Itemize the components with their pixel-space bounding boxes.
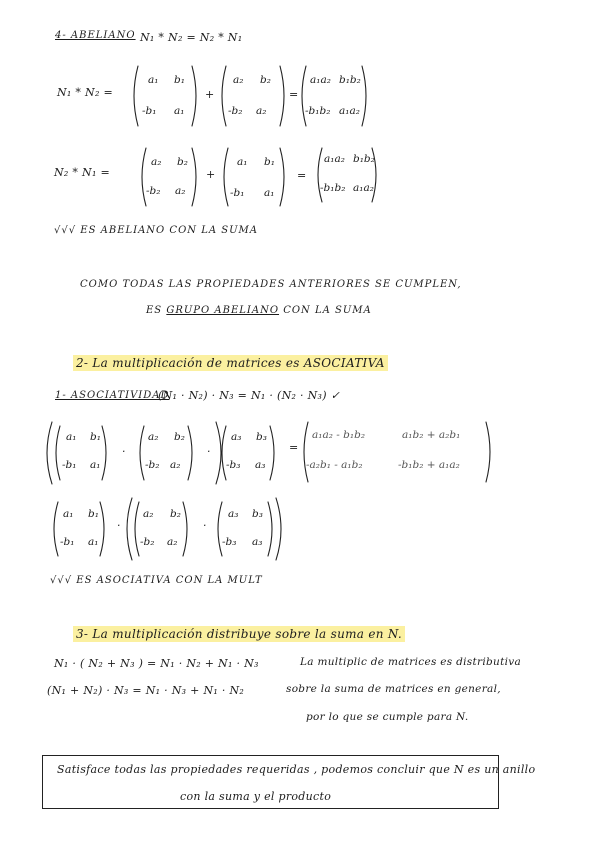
prod-cell: -a₂b₁ - a₁b₂ <box>306 459 363 471</box>
section2-heading-text: 2- La multiplicación de matrices es ASOCIATIVA <box>73 355 388 371</box>
a-cell: a₁ <box>63 508 74 520</box>
res2-cell: a₁a₂ <box>353 182 374 194</box>
a-cell: a₁ <box>88 536 99 548</box>
m4-cell: a₁ <box>237 156 248 168</box>
m4-cell: b₁ <box>264 156 275 168</box>
prod-cell: -b₁b₂ + a₁a₂ <box>398 459 460 471</box>
m2-cell: b₂ <box>260 74 271 86</box>
c-cell: a₃ <box>231 431 242 443</box>
m3-cell: a₂ <box>151 156 162 168</box>
section4-conclusion: √√√ ES ABELIANO CON LA SUMA <box>54 225 258 236</box>
section3-heading <box>73 627 405 641</box>
dot-sign: · <box>203 519 207 532</box>
distributive-note3: por lo que se cumple para N. <box>306 711 469 723</box>
section4-statement: N₁ * N₂ = N₂ * N₁ <box>140 31 243 44</box>
distributive-eq2: (N₁ + N₂) · N₃ = N₁ · N₃ + N₁ · N₂ <box>47 684 245 697</box>
b-cell: b₂ <box>170 508 181 520</box>
lhs-n2-n1: N₂ * N₁ = <box>54 166 110 179</box>
plus-sign: + <box>206 168 216 181</box>
b-cell: a₂ <box>148 431 159 443</box>
dot-sign: · <box>207 445 211 458</box>
a-cell: -b₁ <box>62 459 77 471</box>
b-cell: -b₂ <box>140 536 155 548</box>
dot-sign: · <box>122 445 126 458</box>
associativity-subheading: 1- ASOCIATIVIDAD <box>55 390 170 401</box>
b-cell: -b₂ <box>145 459 160 471</box>
distributive-note2: sobre la suma de matrices en general, <box>286 683 501 695</box>
res1-cell: a₁a₂ <box>310 74 331 86</box>
a-cell: -b₁ <box>60 536 75 548</box>
c-cell: a₃ <box>255 459 266 471</box>
equals-sign: = <box>289 88 299 101</box>
summary-prefix: ES <box>146 305 167 316</box>
equals-sign: = <box>289 441 299 454</box>
distributive-note1: La multiplic de matrices es distributiva <box>300 656 522 668</box>
section4-heading: 4- ABELIANO <box>55 30 136 41</box>
m1-cell: -b₁ <box>142 105 157 117</box>
a-cell: b₁ <box>90 431 101 443</box>
res2-cell: b₁b₂ <box>353 153 375 165</box>
c-cell: a₃ <box>252 536 263 548</box>
m3-cell: b₂ <box>177 156 188 168</box>
c-cell: b₃ <box>256 431 267 443</box>
distributive-eq1: N₁ · ( N₂ + N₃ ) = N₁ · N₂ + N₁ · N₃ <box>54 657 259 670</box>
m2-cell: a₂ <box>233 74 244 86</box>
res2-cell: -b₁b₂ <box>320 182 346 194</box>
m3-cell: -b₂ <box>146 185 161 197</box>
summary-line2 <box>146 305 372 316</box>
m2-cell: -b₂ <box>228 105 243 117</box>
a-cell: a₁ <box>90 459 101 471</box>
c-cell: a₃ <box>228 508 239 520</box>
final-line2: con la suma y el producto <box>180 790 332 803</box>
m3-cell: a₂ <box>175 185 186 197</box>
c-cell: -b₃ <box>222 536 237 548</box>
res1-cell: a₁a₂ <box>339 105 360 117</box>
prod-cell: a₁b₂ + a₂b₁ <box>402 429 461 441</box>
a-cell: b₁ <box>88 508 99 520</box>
summary-line1: COMO TODAS LAS PROPIEDADES ANTERIORES SE CUMPLEN, <box>80 279 462 290</box>
b-cell: b₂ <box>174 431 185 443</box>
b-cell: a₂ <box>170 459 181 471</box>
b-cell: a₂ <box>143 508 154 520</box>
equals-sign: = <box>297 169 307 182</box>
a-cell: a₁ <box>66 431 77 443</box>
lhs-n1-n2: N₁ * N₂ = <box>57 86 113 99</box>
grupo-abeliano: GRUPO ABELIANO <box>166 305 280 316</box>
m1-cell: a₁ <box>174 105 185 117</box>
section2-conclusion: √√√ ES ASOCIATIVA CON LA MULT <box>50 575 263 586</box>
plus-sign: + <box>205 88 215 101</box>
m1-cell: b₁ <box>174 74 185 86</box>
section2-heading <box>73 356 388 370</box>
m1-cell: a₁ <box>148 74 159 86</box>
res1-cell: -b₁b₂ <box>305 105 331 117</box>
res1-cell: b₁b₂ <box>339 74 361 86</box>
m2-cell: a₂ <box>256 105 267 117</box>
m4-cell: a₁ <box>264 187 275 199</box>
c-cell: -b₃ <box>226 459 241 471</box>
res2-cell: a₁a₂ <box>324 153 345 165</box>
associativity-formula: (N₁ · N₂) · N₃ = N₁ · (N₂ · N₃) ✓ <box>158 389 341 402</box>
c-cell: b₃ <box>252 508 263 520</box>
m4-cell: -b₁ <box>230 187 245 199</box>
final-line1: Satisface todas las propiedades requeridas , podemos concluir que N es un anillo <box>57 763 536 776</box>
section3-heading-text: 3- La multiplicación distribuye sobre la suma en N. <box>73 626 405 642</box>
prod-cell: a₁a₂ - b₁b₂ <box>312 429 366 441</box>
summary-suffix: CON LA SUMA <box>279 305 372 316</box>
b-cell: a₂ <box>167 536 178 548</box>
dot-sign: · <box>117 519 121 532</box>
